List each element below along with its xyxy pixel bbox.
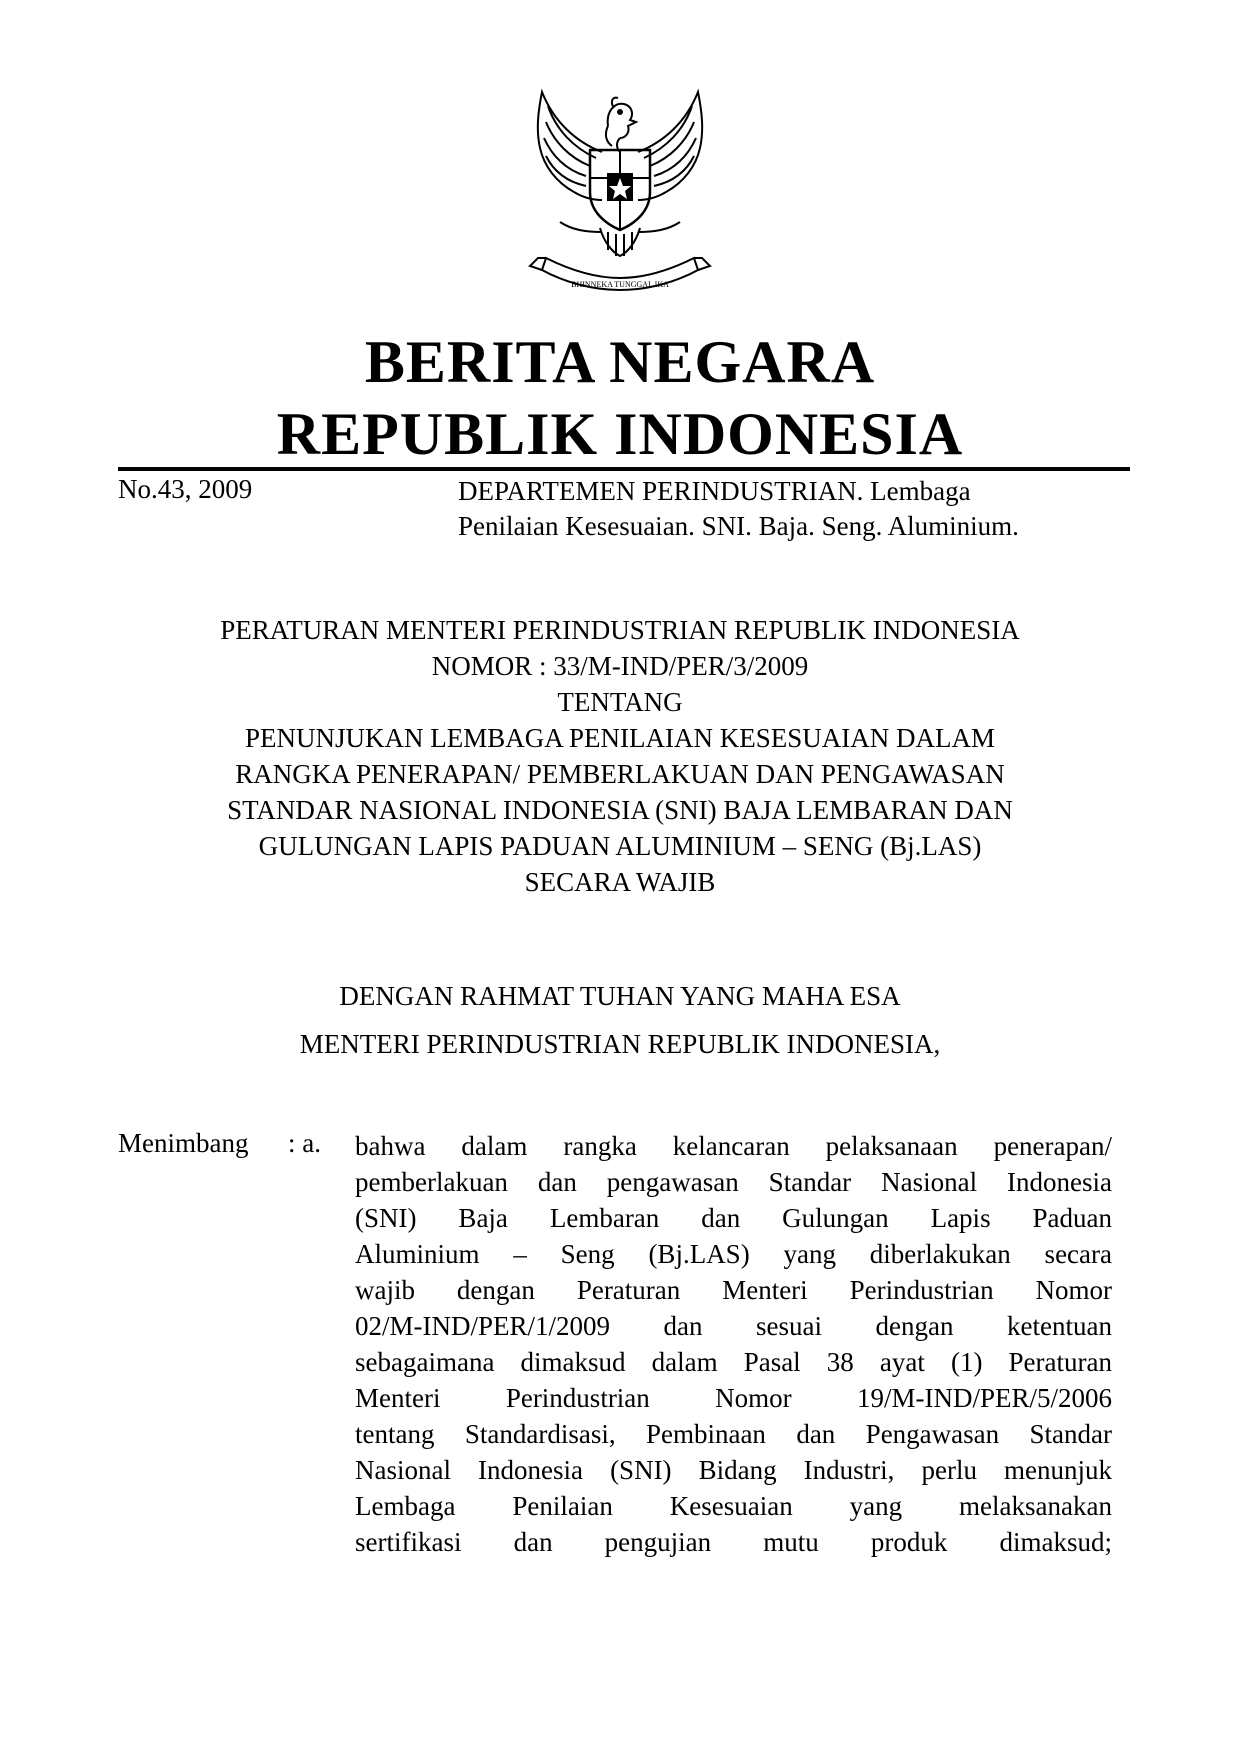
regulation-title — [100, 612, 1140, 900]
considering-marker: : a. — [288, 1128, 321, 1158]
masthead-divider — [118, 467, 1130, 471]
regulation-number: NOMOR : 33/M-IND/PER/3/2009 — [431, 651, 809, 681]
considering-line: Nasional Indonesia (SNI) Bidang Industri, perlu menunjuk — [355, 1455, 1112, 1485]
garuda-pancasila-emblem-icon — [516, 82, 724, 296]
considering-line: tentang Standardisasi, Pembinaan dan Pengawasan Standar — [355, 1419, 1112, 1449]
considering-text — [355, 1128, 1112, 1560]
considering-line: sertifikasi dan pengujian mutu produk dimaksud; — [355, 1527, 1112, 1557]
considering-label: Menimbang — [118, 1128, 249, 1158]
considering-line: sebagaimana dimaksud dalam Pasal 38 ayat (1) Peraturan — [355, 1347, 1112, 1377]
regulation-title-line: PERATURAN MENTERI PERINDUSTRIAN REPUBLIK INDONESIA — [220, 615, 1020, 645]
masthead-subtitle: REPUBLIK INDONESIA — [276, 401, 964, 467]
regulation-title-line: PENUNJUKAN LEMBAGA PENILAIAN KESESUAIAN DALAM — [245, 723, 995, 753]
preamble-line: DENGAN RAHMAT TUHAN YANG MAHA ESA — [339, 981, 901, 1011]
preamble — [100, 972, 1140, 1068]
issue-subject — [458, 474, 1130, 544]
motto-ribbon-text: BHINNEKA TUNGGAL IKA — [571, 280, 669, 289]
issue-subject-line-1: DEPARTEMEN PERINDUSTRIAN. Lembaga — [458, 476, 971, 506]
considering-line: wajib dengan Peraturan Menteri Perindustrian Nomor — [355, 1275, 1112, 1305]
considering-line: (SNI) Baja Lembaran dan Gulungan Lapis Paduan — [355, 1203, 1112, 1233]
regulation-title-line: GULUNGAN LAPIS PADUAN ALUMINIUM – SENG (Bj.LAS) — [258, 831, 982, 861]
regulation-title-line: STANDAR NASIONAL INDONESIA (SNI) BAJA LEMBARAN DAN — [227, 795, 1013, 825]
considering-line: 02/M-IND/PER/1/2009 dan sesuai dengan ketentuan — [355, 1311, 1112, 1341]
considering-line: Aluminium – Seng (Bj.LAS) yang diberlakukan secara — [355, 1239, 1112, 1269]
considering-line: pemberlakuan dan pengawasan Standar Nasional Indonesia — [355, 1167, 1112, 1197]
considering-line: bahwa dalam rangka kelancaran pelaksanaan penerapan/ — [355, 1131, 1112, 1161]
considering-line: Lembaga Penilaian Kesesuaian yang melaksanakan — [355, 1491, 1112, 1521]
issue-number: No.43, 2009 — [118, 474, 253, 504]
regulation-title-line: SECARA WAJIB — [524, 867, 716, 897]
masthead-title: BERITA NEGARA — [364, 329, 876, 395]
regulation-title-line: RANGKA PENERAPAN/ PEMBERLAKUAN DAN PENGAWASAN — [235, 759, 1005, 789]
regulation-title-line: TENTANG — [557, 687, 683, 717]
issue-subject-line-2: Penilaian Kesesuaian. SNI. Baja. Seng. Aluminium. — [458, 511, 1019, 541]
preamble-line: MENTERI PERINDUSTRIAN REPUBLIK INDONESIA, — [299, 1029, 941, 1059]
considering-line: Menteri Perindustrian Nomor 19/M-IND/PER/5/2006 — [355, 1383, 1112, 1413]
